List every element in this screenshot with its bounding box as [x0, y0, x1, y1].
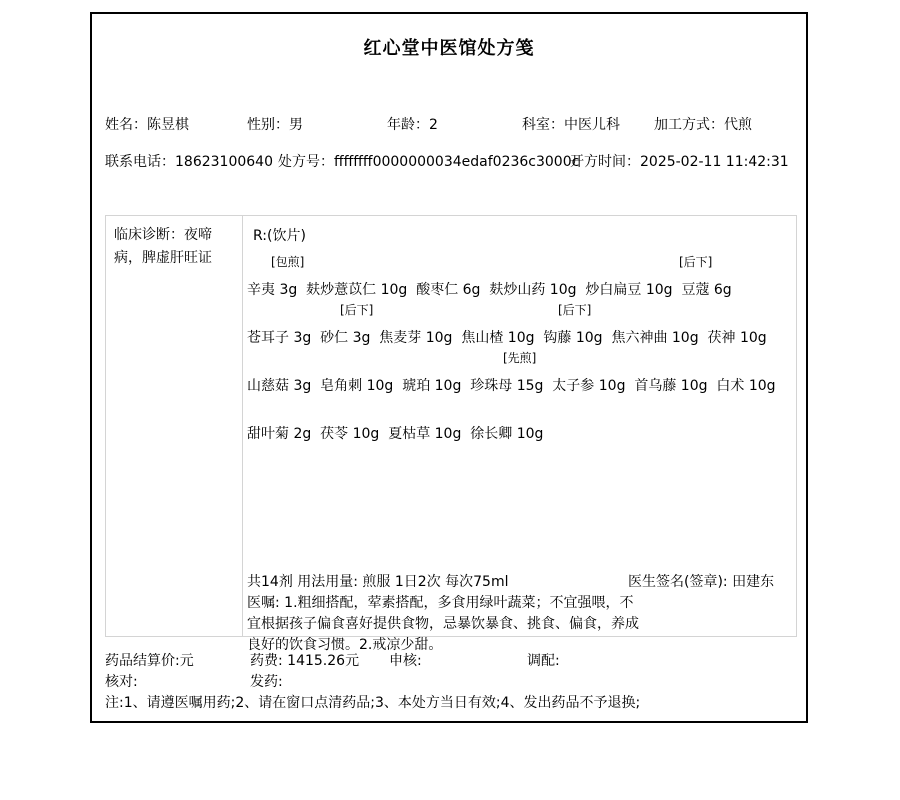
prepare-field: 调配: [527, 653, 560, 669]
herb-line: 山慈菇 3g 皂角刺 10g 琥珀 10g 珍珠母 15g 太子参 10g 首乌藤 10g 白术 10g [247, 378, 776, 394]
clinical-diagnosis-label: 临床诊断： [114, 227, 184, 243]
rx-header: R:(饮片) [253, 228, 306, 244]
patient-gender-label: 性别： [247, 117, 289, 133]
patient-name-label: 姓名： [105, 117, 147, 133]
prescription-time-label: 开方时间： [570, 154, 640, 170]
prescription-body [105, 215, 797, 653]
patient-age-field [387, 114, 438, 134]
check-field: 核对: [105, 674, 138, 690]
settle-price-field [105, 650, 194, 670]
footer-note: 注:1、请遵医嘱用药;2、请在窗口点清药品;3、本处方当日有效;4、发出药品不予退换; [105, 695, 641, 711]
decoction-method-label: [后下] [340, 303, 374, 317]
decoction-method-label: [先煎] [503, 351, 537, 365]
processing-method-label: 加工方式： [654, 117, 724, 133]
herb-line: 苍耳子 3g 砂仁 3g 焦麦芽 10g 焦山楂 10g 钩藤 10g 焦六神曲 10g 茯神 10g [247, 330, 767, 346]
patient-gender-value: 男 [289, 117, 303, 133]
herb-line: 辛夷 3g 麸炒薏苡仁 10g 酸枣仁 6g 麸炒山药 10g 炒白扁豆 10g 豆蔻 6g [247, 282, 732, 298]
fee-field [250, 650, 359, 670]
usage-dosage-line: 共14剂 用法用量: 煎服 1日2次 每次75ml [247, 574, 509, 590]
processing-method-field [654, 114, 752, 134]
doctor-signature-label: 医生签名(签章): [628, 574, 733, 590]
patient-gender-field [247, 114, 303, 134]
prescription-number-field [278, 151, 579, 171]
contact-phone-field [105, 151, 273, 171]
clinical-diagnosis [106, 216, 243, 636]
herb-line: 甜叶菊 2g 茯苓 10g 夏枯草 10g 徐长卿 10g [247, 426, 544, 442]
patient-department-value: 中医儿科 [564, 117, 620, 133]
settle-price-label: 药品结算价: [105, 653, 180, 669]
prescription-time-value: 2025-02-11 11:42:31 [640, 154, 789, 170]
patient-name-field [105, 114, 189, 134]
prescription-number-value: ffffffff0000000034edaf0236c3000c [334, 154, 580, 170]
patient-age-value: 2 [429, 117, 438, 133]
medical-instructions: 医嘱: 1.粗细搭配，荤素搭配，多食用绿叶蔬菜；不宜强喂，不宜根据孩子偏食喜好提供食物，忌暴饮暴食、挑食、偏食，养成良好的饮食习惯。2.戒凉少甜。 [247, 595, 639, 653]
processing-method-value: 代煎 [724, 117, 752, 133]
patient-department-field [522, 114, 620, 134]
fee-label: 药费: [250, 653, 288, 669]
decoction-method-label: [包煎] [271, 255, 305, 269]
page-title: 红心堂中医馆处方笺 [363, 38, 535, 59]
contact-phone-value: 18623100640 [175, 154, 273, 170]
prescription-sheet [90, 12, 808, 723]
fee-value: 1415.26元 [287, 653, 360, 669]
patient-age-label: 年龄： [387, 117, 429, 133]
decoction-method-label: [后下] [679, 255, 713, 269]
contact-phone-label: 联系电话： [105, 154, 175, 170]
prescription-time-field [570, 151, 789, 171]
rx-column [243, 216, 796, 653]
settle-price-unit: 元 [179, 653, 194, 669]
dispense-field: 发药: [250, 674, 283, 690]
review-field: 申核: [389, 653, 422, 669]
patient-name-value: 陈昱棋 [147, 117, 189, 133]
patient-department-label: 科室： [522, 117, 564, 133]
decoction-method-label: [后下] [558, 303, 592, 317]
clinical-diagnosis-value: 夜啼病，脾虚肝旺证 [114, 227, 212, 266]
doctor-signature-name: 田建东 [732, 574, 775, 590]
prescription-number-label: 处方号： [278, 154, 334, 170]
doctor-signature [628, 571, 778, 594]
